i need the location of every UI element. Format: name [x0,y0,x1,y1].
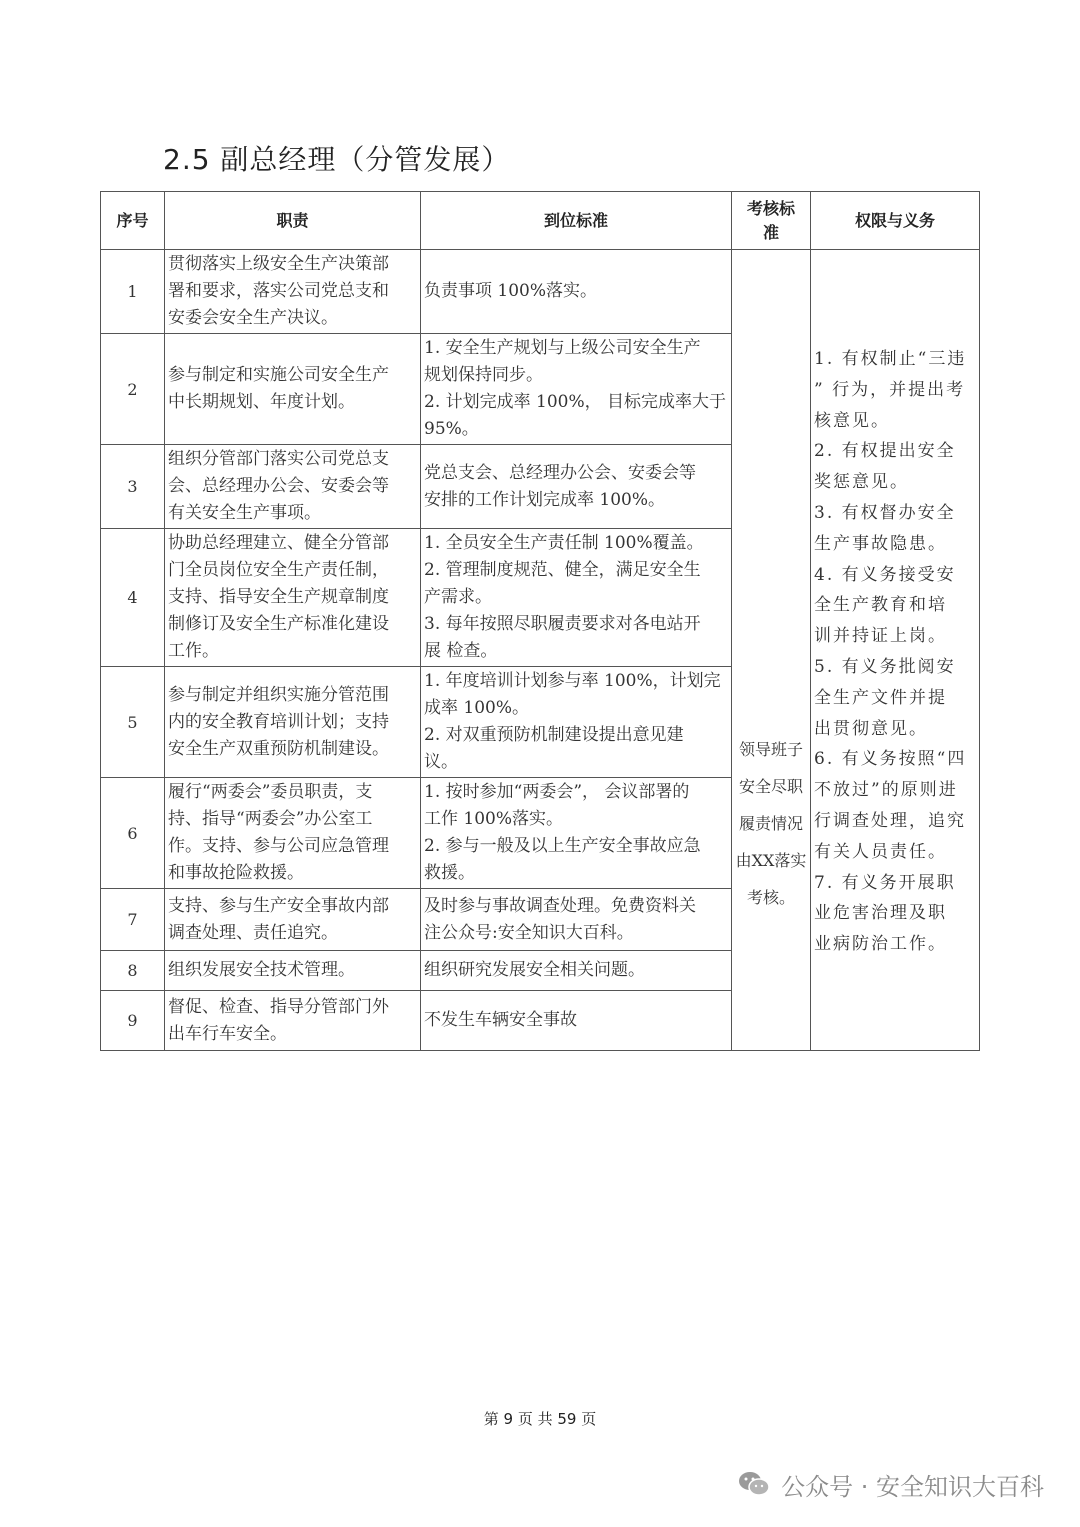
standard-cell [421,445,732,529]
duty-cell [165,991,421,1051]
standard-cell [421,889,732,951]
duty-cell [165,445,421,529]
duty-line: 作。支持、参与公司应急管理 [168,836,389,856]
row-number: 4 [101,529,165,667]
standard-line: 1. 年度培训计划参与率 100%，计划完 [424,671,721,691]
standard-cell [421,334,732,445]
duty-line: 组织发展安全技术管理。 [168,960,355,980]
standard-line: 产需求。 [424,587,492,607]
standard-line: 党总支会、总经理办公会、安委会等 [424,462,696,483]
duty-line: 参与制定并组织实施分管范围 [168,684,389,705]
rights-line: 1. 有权制止“三违 [814,349,967,370]
standard-cell [421,529,732,667]
duty-line: 调查处理、责任追究。 [168,922,338,943]
rights-cell [811,250,980,1051]
standard-line: 议。 [424,752,458,772]
watermark-text: 公众号 · 安全知识大百科 [781,1472,1044,1501]
rights-line: 业病防治工作。 [814,934,947,955]
header-no: 序号 [101,192,165,250]
standard-line: 工作 100%落实。 [424,809,564,829]
standard-line: 3. 每年按照尽职履责要求对各电站开 [424,614,701,634]
standard-cell [421,951,732,991]
duty-cell [165,250,421,334]
standard-line: 1. 按时参加“两委会”， 会议部署的 [424,782,690,802]
duty-line: 支持、指导安全生产规章制度 [168,587,389,607]
table-header-row [101,192,980,250]
duty-cell [165,951,421,991]
rights-line: ” 行为，并提出考 [814,379,966,400]
rights-line: 6. 有义务按照“四 [814,749,967,770]
header-assessment-line: 考核标 [746,198,795,218]
standard-line: 不发生车辆安全事故 [424,1010,577,1030]
standard-line: 注公众号:安全知识大百科。 [424,922,634,943]
duty-line: 门全员岗位安全生产责任制， [168,560,389,580]
rights-line: 有关人员责任。 [814,841,947,862]
assessment-line: 领导班子 [738,739,803,759]
assessment-line: 考核。 [746,887,795,907]
standard-line: 展 检查。 [424,641,498,661]
duty-line: 协助总经理建立、健全分管部 [168,533,389,553]
row-number: 6 [101,778,165,889]
rights-line: 业危害治理及职 [814,903,947,924]
table-body [101,250,980,1051]
standard-cell [421,991,732,1051]
duty-cell [165,334,421,445]
duty-line: 参与制定和实施公司安全生产 [168,365,389,385]
duty-cell [165,667,421,778]
standard-line: 95%。 [424,419,479,439]
rights-line: 生产事故隐患。 [814,533,947,554]
standard-line: 1. 全员安全生产责任制 100%覆盖。 [424,533,704,553]
assessment-line: 由XX落实 [735,850,807,870]
duty-line: 履行“两委会”委员职责，支 [168,782,373,802]
rights-line: 全生产文件并提 [814,687,947,708]
standard-line: 规划保持同步。 [424,365,543,385]
rights-text [814,340,976,960]
duty-line: 内的安全教育培训计划；支持 [168,711,389,732]
standard-line: 组织研究发展安全相关问题。 [424,960,645,980]
rights-line: 全生产教育和培 [814,595,947,616]
duty-line: 和事故抢险救援。 [168,863,304,883]
row-number: 8 [101,951,165,991]
duty-cell [165,778,421,889]
duty-line: 督促、检查、指导分管部门外 [168,996,389,1017]
assessment-line: 安全尽职 [738,776,803,796]
duty-line: 制修订及安全生产标准化建设 [168,614,389,634]
duty-line: 安全生产双重预防机制建设。 [168,738,389,759]
standard-line: 负责事项 100%落实。 [424,281,598,301]
rights-line: 5. 有义务批阅安 [814,657,956,677]
assessment-line: 履责情况 [738,813,803,833]
standard-line: 安排的工作计划完成率 100%。 [424,489,666,510]
standard-line: 2. 对双重预防机制建设提出意见建 [424,725,684,745]
standard-cell [421,667,732,778]
duty-line: 会、总经理办公会、安委会等 [168,476,389,496]
duty-line: 支持、参与生产安全事故内部 [168,895,389,916]
standard-line: 成率 100%。 [424,698,530,718]
duty-line: 署和要求，落实公司党总支和 [168,281,389,301]
duty-line: 组织分管部门落实公司党总支 [168,449,389,469]
assessment-text [735,385,807,916]
duty-line: 出车行车安全。 [168,1023,287,1044]
assessment-cell [732,250,811,1051]
standard-line: 2. 参与一般及以上生产安全事故应急 [424,836,701,856]
header-standard: 到位标准 [421,192,732,250]
row-number: 1 [101,250,165,334]
standard-line: 救援。 [424,863,475,883]
rights-line: 训并持证上岗。 [814,626,947,647]
duty-table [100,191,980,1051]
table-row [101,250,980,334]
header-duty: 职责 [165,192,421,250]
rights-line: 行调查处理，追究 [814,810,966,831]
duty-line: 安委会安全生产决议。 [168,308,338,328]
header-assessment-line: 准 [762,222,779,242]
rights-line: 奖惩意见。 [814,472,909,493]
duty-line: 持、指导“两委会”办公室工 [168,809,373,829]
standard-line: 1. 安全生产规划与上级公司安全生产 [424,338,701,358]
duty-cell [165,529,421,667]
standard-cell [421,778,732,889]
row-number: 7 [101,889,165,951]
page-footer: 第 9 页 共 59 页 [483,1410,597,1428]
wechat-icon [737,1469,771,1499]
duty-line: 工作。 [168,641,219,661]
rights-line: 核意见。 [814,410,890,431]
watermark [737,1464,1044,1504]
rights-line: 不放过”的原则进 [814,780,958,801]
header-rights: 权限与义务 [811,192,980,250]
rights-line: 7. 有义务开展职 [814,872,956,893]
section-title: 2.5 副总经理（分管发展） [163,143,511,176]
rights-line: 3. 有权督办安全 [814,503,956,524]
row-number: 5 [101,667,165,778]
rights-line: 出贯彻意见。 [814,718,928,739]
row-number: 2 [101,334,165,445]
rights-line: 2. 有权提出安全 [814,441,956,462]
rights-line: 4. 有义务接受安 [814,564,956,585]
standard-line: 及时参与事故调查处理。免费资料关 [424,895,696,916]
header-assessment [732,192,811,250]
duty-cell [165,889,421,951]
duty-line: 有关安全生产事项。 [168,503,321,523]
standard-line: 2. 计划完成率 100%， 目标完成率大于 [424,392,727,412]
standard-line: 2. 管理制度规范、健全，满足安全生 [424,560,701,580]
duty-line: 贯彻落实上级安全生产决策部 [168,254,389,274]
row-number: 9 [101,991,165,1051]
standard-cell [421,250,732,334]
duty-line: 中长期规划、年度计划。 [168,392,355,412]
row-number: 3 [101,445,165,529]
